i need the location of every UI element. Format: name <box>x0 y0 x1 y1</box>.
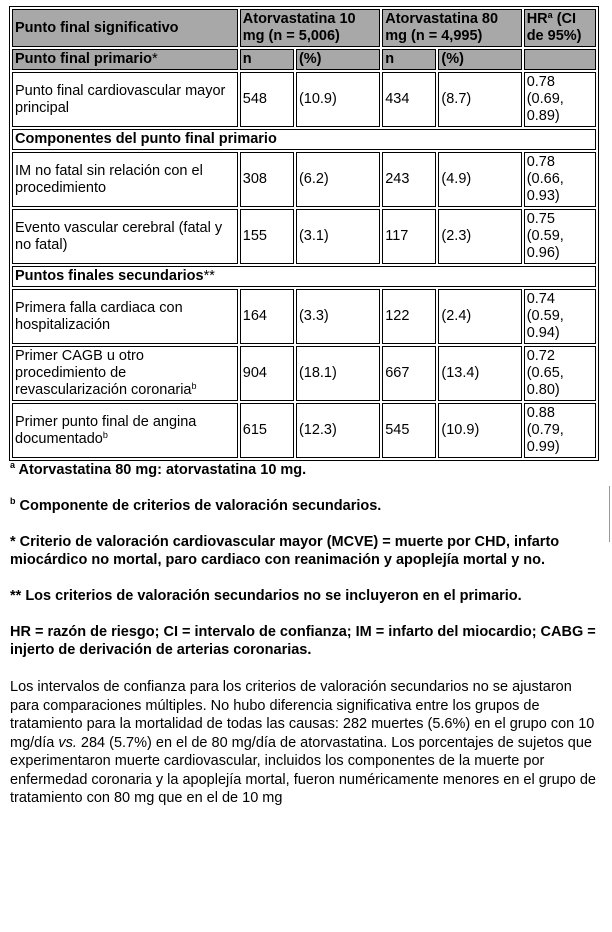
count-10mg: 548 <box>240 72 294 127</box>
endpoint-label <box>12 152 238 207</box>
count-10mg: 164 <box>240 289 294 344</box>
subheader-label: Punto final primario <box>15 51 152 67</box>
footnote-text: HR = razón de riesgo; CI = intervalo de confianza; IM = infarto del miocardio; CABG = injerto de derivación de arterias coronarias. <box>10 624 596 658</box>
endpoint-label-text: IM no fatal sin relación con el procedimiento <box>15 162 203 196</box>
document-content <box>10 6 600 808</box>
endpoint-label <box>12 289 238 344</box>
count-80mg: 117 <box>382 209 436 264</box>
header-hr-sup: a <box>547 10 553 20</box>
hazard-ratio: 0.78 (0.66, 0.93) <box>524 152 596 207</box>
subheader-pct-80: (%) <box>438 49 521 70</box>
endpoint-footnote-mark: b <box>191 381 197 391</box>
body-part-2: 284 (5.7%) en el de 80 mg/día de atorvastatina. Los porcentajes de sujetos que experimentaron muerte cardiovascular, incluidos los componentes de la muerte por enfermedad coronaria y la apoplejía mortal, fueron numéricamente menores en el grupo de tratamiento con 80 mg que en el de 10 mg <box>10 734 596 806</box>
table-header-row <box>12 9 596 47</box>
header-hr-suffix: (CI de 95%) <box>526 11 582 44</box>
percent-10mg: (12.3) <box>296 403 380 458</box>
footnote-text: Atorvastatina 80 mg: atorvastatina 10 mg. <box>15 462 307 478</box>
table-subheader-row <box>12 49 596 70</box>
footnote-mark: b <box>10 496 16 506</box>
percent-10mg: (10.9) <box>296 72 380 127</box>
endpoint-label <box>12 346 238 401</box>
count-10mg: 615 <box>240 403 294 458</box>
header-hr-prefix: HR <box>526 11 548 27</box>
section-title <box>12 129 596 150</box>
endpoint-label-text: Punto final cardiovascular mayor principal <box>15 82 226 116</box>
percent-80mg: (8.7) <box>438 72 521 127</box>
table-row <box>12 289 596 344</box>
table-row <box>12 209 596 264</box>
header-atorvastatin-80: Atorvastatina 80 mg (n = 4,995) <box>382 9 521 47</box>
footnote <box>10 497 600 515</box>
body-paragraph <box>10 678 600 808</box>
subheader-hr-empty <box>524 49 596 70</box>
hazard-ratio: 0.75 (0.59, 0.96) <box>524 209 596 264</box>
table-row <box>12 152 596 207</box>
hazard-ratio: 0.88 (0.79, 0.99) <box>524 403 596 458</box>
body-part-1: Los intervalos de confianza para los criterios de valoración secundarios no se ajustaron para comparaciones múltiples. No hubo diferencia significativa entre los grupos de tratamiento para la mortalidad de todas las causas: 282 muertes (5.6%) en el grupo con 10 mg/día <box>10 679 595 751</box>
count-80mg: 667 <box>382 346 436 401</box>
header-endpoint: Punto final significativo <box>12 9 238 47</box>
percent-80mg: (4.9) <box>438 152 521 207</box>
count-10mg: 308 <box>240 152 294 207</box>
hazard-ratio: 0.72 (0.65, 0.80) <box>524 346 596 401</box>
endpoint-label-text: Primer CAGB u otro procedimiento de revascularización coronaria <box>15 348 192 398</box>
percent-10mg: (3.3) <box>296 289 380 344</box>
footnote-text: ** Los criterios de valoración secundarios no se incluyeron en el primario. <box>10 588 522 604</box>
header-hazard-ratio <box>524 9 596 47</box>
count-80mg: 122 <box>382 289 436 344</box>
endpoint-label <box>12 403 238 458</box>
subheader-pct-10: (%) <box>296 49 380 70</box>
section-header-row <box>12 266 596 287</box>
section-title-text: Componentes del punto final primario <box>15 131 277 147</box>
footnotes <box>10 461 600 659</box>
subheader-n-10: n <box>240 49 294 70</box>
hazard-ratio: 0.74 (0.59, 0.94) <box>524 289 596 344</box>
count-80mg: 243 <box>382 152 436 207</box>
endpoint-footnote-mark: b <box>102 429 108 440</box>
endpoint-label <box>12 209 238 264</box>
percent-80mg: (2.3) <box>438 209 521 264</box>
percent-10mg: (6.2) <box>296 152 380 207</box>
footnote-text: Componente de criterios de valoración secundarios. <box>15 498 382 514</box>
footnote-text: * Criterio de valoración cardiovascular mayor (MCVE) = muerte por CHD, infarto miocárdico no mortal, paro cardiaco con reanimación y apoplejía mortal y no. <box>10 534 560 568</box>
section-title-text: Puntos finales secundarios <box>15 268 204 284</box>
endpoint-label-text: Primera falla cardiaca con hospitalización <box>15 299 183 333</box>
count-80mg: 434 <box>382 72 436 127</box>
subheader-mark: * <box>151 51 158 67</box>
percent-10mg: (3.1) <box>296 209 380 264</box>
footnote-mark: a <box>10 460 16 470</box>
endpoint-label-text: Evento vascular cerebral (fatal y no fatal) <box>15 219 223 253</box>
table-row <box>12 346 596 401</box>
percent-80mg: (13.4) <box>438 346 521 401</box>
endpoint-label <box>12 72 238 127</box>
footnote <box>10 623 600 659</box>
footnote <box>10 533 600 569</box>
subheader-primary-endpoint <box>12 49 238 70</box>
section-title-mark: ** <box>203 268 215 284</box>
body-vs: vs. <box>58 734 77 751</box>
percent-80mg: (2.4) <box>438 289 521 344</box>
header-atorvastatin-10: Atorvastatina 10 mg (n = 5,006) <box>240 9 380 47</box>
count-10mg: 904 <box>240 346 294 401</box>
section-header-row <box>12 129 596 150</box>
footnote <box>10 461 600 479</box>
table-row <box>12 403 596 458</box>
count-80mg: 545 <box>382 403 436 458</box>
percent-80mg: (10.9) <box>438 403 521 458</box>
count-10mg: 155 <box>240 209 294 264</box>
section-title <box>12 266 596 287</box>
table-row <box>12 72 596 127</box>
subheader-n-80: n <box>382 49 436 70</box>
hazard-ratio: 0.78 (0.69, 0.89) <box>524 72 596 127</box>
results-table <box>9 6 599 461</box>
percent-10mg: (18.1) <box>296 346 380 401</box>
endpoint-label-text: Primer punto final de angina documentado <box>15 413 197 447</box>
footnote <box>10 587 600 605</box>
